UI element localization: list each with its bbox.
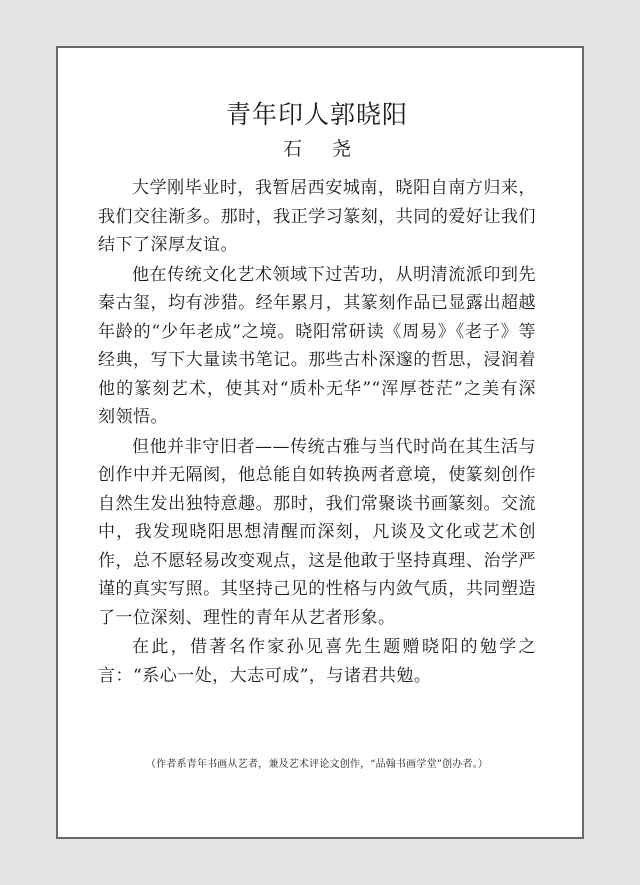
article-frame [56,46,584,839]
paragraph-2: 他在传统文化艺术领域下过苦功，从明清流派印到先秦古玺，均有涉猎。经年累月，其篆刻作品已显露出超越年龄的“少年老成”之境。晓阳常研读《周易》《老子》等经典，写下大量读书笔记。那些古朴深邃的哲思，浸润着他的篆刻艺术，使其对“质朴无华”“浑厚苍茫”之美有深刻领悟。 [98,264,536,427]
article-title: 青年印人郭晓阳 [225,100,408,129]
paragraph-1: 大学刚毕业时，我暂居西安城南，晓阳自南方归来，我们交往渐多。那时，我正学习篆刻，共同的爱好让我们结下了深厚友谊。 [98,178,536,255]
article-author: 石 尧 [282,138,364,160]
article-body [98,98,536,770]
author-note: （作者系青年书画从艺者，兼及艺术评论文创作，“品翰书画学堂”创办者。） [145,759,489,770]
paragraph-3: 但他并非守旧者——传统古雅与当代时尚在其生活与创作中并无隔阂，他总能自如转换两者意境，使篆刻创作自然生发出独特意趣。那时，我们常聚谈书画篆刻。交流中，我发现晓阳思想清醒而深刻，凡谈及文化或艺术创作，总不愿轻易改变观点，这是他敢于坚持真理、治学严谨的真实写照。其坚持己见的性格与内敛气质，共同塑造了一位深刻、理性的青年从艺者形象。 [98,436,536,628]
paragraph-4: 在此，借著名作家孙见喜先生题赠晓阳的勉学之言：“系心一处，大志可成”，与诸君共勉。 [98,637,536,686]
